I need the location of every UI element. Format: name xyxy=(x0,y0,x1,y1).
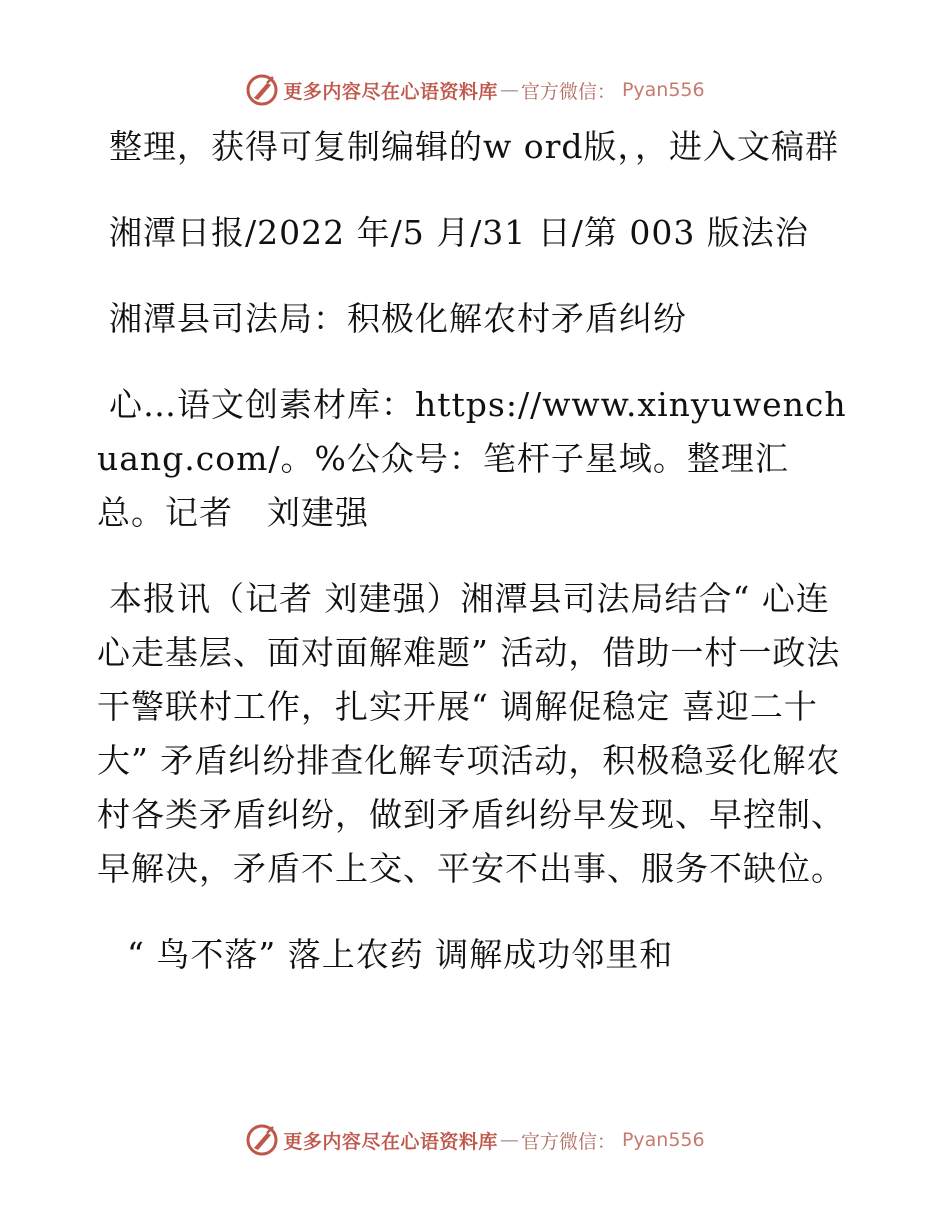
article-paragraph: 本报讯（记者 刘建强）湘潭县司法局结合“ 心连心走基层、面对面解难题” 活动，借助一村一政法干警联村工作，扎实开展“ 调解促稳定 喜迎二十大” 矛盾纠纷排查化解专项活动，积极稳妥化解农村各类矛盾纠纷，做到矛盾纠纷早发现、早控制、早解决，矛盾不上交、平安不出事、服务不缺位。 xyxy=(97,579,845,888)
watermark-separator: — xyxy=(499,79,519,101)
document-body xyxy=(97,120,852,1014)
watermark-wechat-id: Pyan556 xyxy=(621,1129,705,1151)
quill-logo-icon xyxy=(245,73,279,107)
watermark-brand: 更多内容尽在心语资料库 xyxy=(283,1130,498,1153)
source-line: 湘潭日报/2022 年/5 月/31 日/第 003 版法治 xyxy=(109,213,809,252)
watermark-wechat-label: 官方微信： xyxy=(520,1130,616,1153)
section-heading: “ 鸟不落” 落上农药 调解成功邻里和 xyxy=(127,935,674,974)
watermark-wechat-label: 官方微信： xyxy=(520,80,616,103)
watermark-brand: 更多内容尽在心语资料库 xyxy=(283,80,498,103)
footer-watermark xyxy=(0,1120,950,1160)
source-credit: 心…语文创素材库：https://www.xinyuwenchuang.com/。%公众号：笔杆子星域。整理汇总。记者 刘建强 xyxy=(97,385,847,532)
header-watermark xyxy=(0,70,950,110)
watermark-separator: — xyxy=(499,1129,519,1151)
article-title: 湘潭县司法局：积极化解农村矛盾纠纷 xyxy=(109,299,687,338)
quill-logo-icon xyxy=(245,1123,279,1157)
intro-note: 整理，获得可复制编辑的w ord版，，进入文稿群 xyxy=(109,127,840,166)
watermark-wechat-id: Pyan556 xyxy=(621,79,705,101)
